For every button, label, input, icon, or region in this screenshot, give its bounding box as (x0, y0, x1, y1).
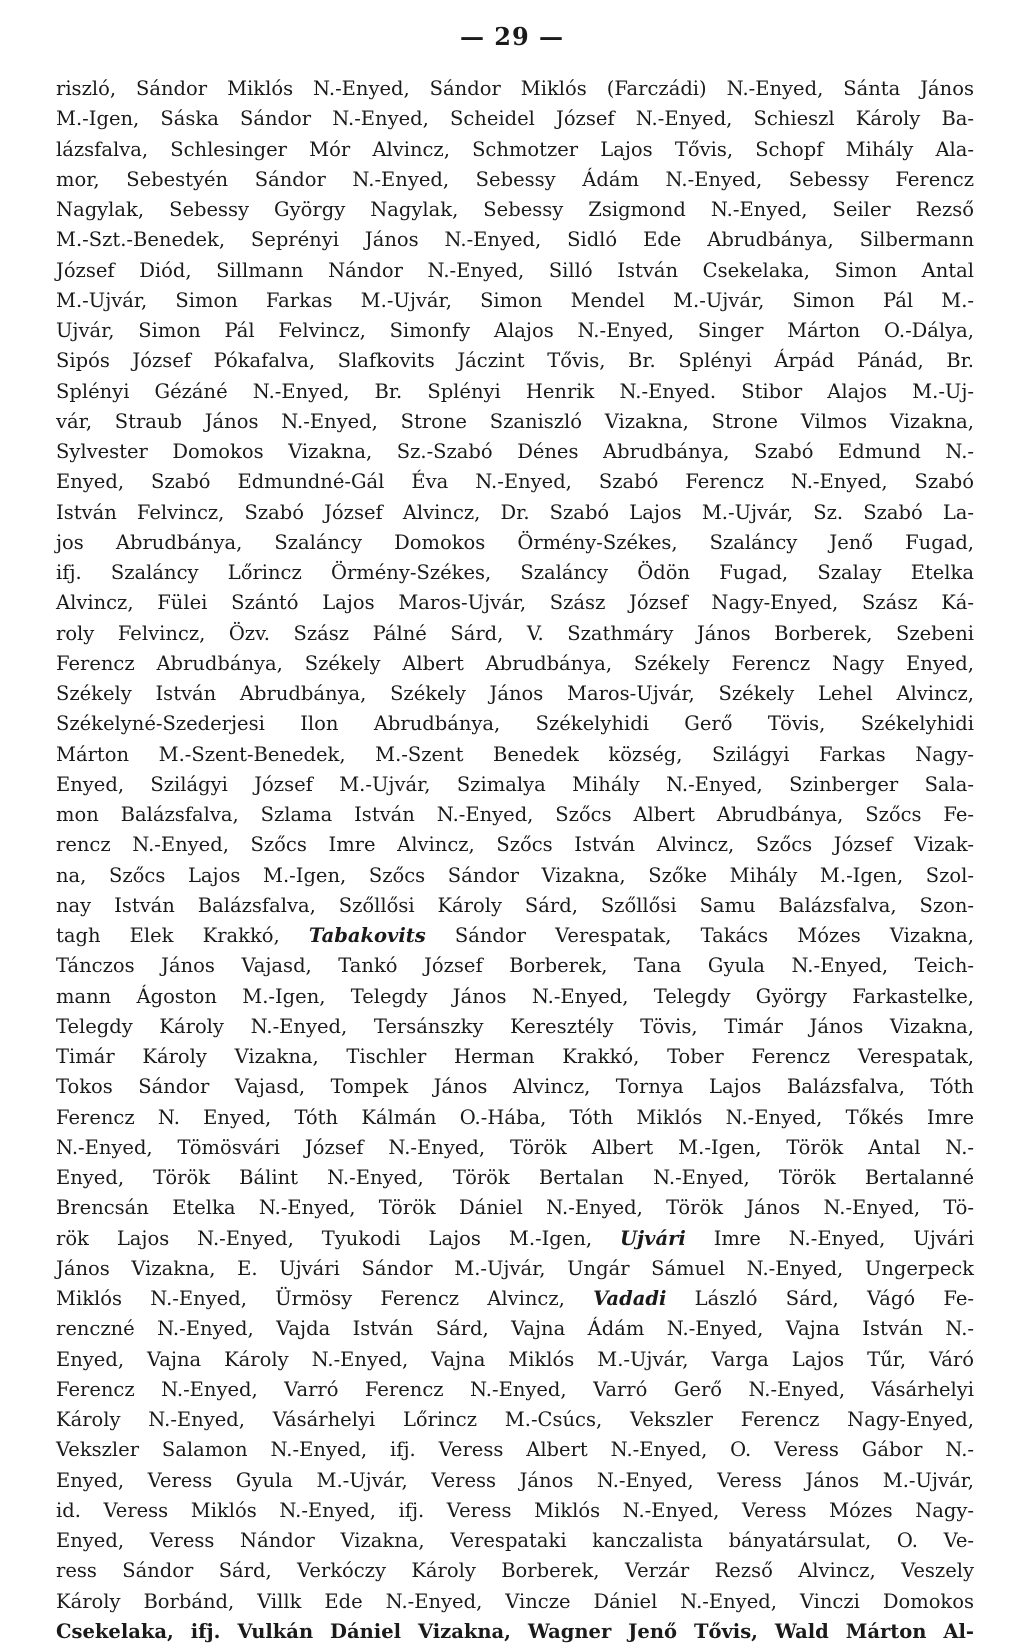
line-text: mon Balázsfalva, Szlama István N.-Enyed, Szőcs Albert Abrudbánya, Szőcs Fe- (56, 803, 974, 826)
line-text: Enyed, Vajna Károly N.-Enyed, Vajna Miklós M.-Ujvár, Varga Lajos Tűr, Váró (56, 1347, 974, 1371)
text-line (56, 588, 974, 618)
text-line (56, 1284, 974, 1314)
line-text: mann Ágoston M.-Igen, Telegdy János N.-Enyed, Telegdy György Farkastelke, (56, 984, 974, 1008)
text-line (56, 256, 974, 286)
line-text: Tánczos János Vajasd, Tankó József Borberek, Tana Gyula N.-Enyed, Teich- (56, 954, 974, 978)
line-text: Imre N.-Enyed, Ujvári (685, 1226, 974, 1250)
line-text: Ferencz N.-Enyed, Varró Ferencz N.-Enyed, Varró Gerő N.-Enyed, Vásárhelyi (56, 1377, 974, 1401)
text-line (56, 1314, 974, 1344)
emphasized-name: Tabakovits (308, 924, 426, 947)
text-line (56, 1072, 974, 1102)
line-text: rök Lajos N.-Enyed, Tyukodi Lajos M.-Igen, (56, 1226, 621, 1250)
text-line (56, 649, 974, 679)
text-line (56, 407, 974, 437)
directory-text (56, 74, 974, 1647)
text-line (56, 437, 974, 467)
line-text: Enyed, Szilágyi József M.-Ujvár, Szimalya Mihály N.-Enyed, Szinberger Sala- (56, 772, 974, 796)
page-number: — 29 — (459, 22, 565, 51)
line-text: Brencsán Etelka N.-Enyed, Török Dániel N.-Enyed, Török János N.-Enyed, Tö- (56, 1196, 974, 1220)
line-text: Sipós József Pókafalva, Slafkovits Jáczint Tővis, Br. Splényi Árpád Pánád, Br. (56, 349, 974, 373)
text-line (56, 225, 974, 255)
text-line (56, 558, 974, 588)
text-line (56, 1587, 974, 1617)
text-line (56, 74, 974, 104)
line-text: N.-Enyed, Tömösvári József N.-Enyed, Török Albert M.-Igen, Török Antal N.- (56, 1135, 974, 1159)
text-line (56, 316, 974, 346)
text-line (56, 1224, 974, 1254)
emphasized-name: Vadadi (593, 1287, 667, 1310)
line-text: Károly N.-Enyed, Vásárhelyi Lőrincz M.-Csúcs, Vekszler Ferencz Nagy-Enyed, (56, 1408, 974, 1431)
text-line (56, 1526, 974, 1556)
line-text: Splényi Gézáné N.-Enyed, Br. Splényi Henrik N.-Enyed. Stibor Alajos M.-Uj- (56, 379, 974, 403)
line-text: mor, Sebestyén Sándor N.-Enyed, Sebessy Ádám N.-Enyed, Sebessy Ferencz (56, 167, 974, 191)
text-line (56, 286, 974, 316)
line-text: id. Veress Miklós N.-Enyed, ifj. Veress Miklós N.-Enyed, Veress Mózes Nagy- (56, 1498, 974, 1522)
line-text: Telegdy Károly N.-Enyed, Tersánszky Keresztély Tövis, Timár János Vizakna, (56, 1014, 974, 1038)
line-text: M.-Szt.-Benedek, Seprényi János N.-Enyed, Sidló Ede Abrudbánya, Silbermann (56, 228, 974, 252)
line-text: Ujvár, Simon Pál Felvincz, Simonfy Alajos N.-Enyed, Singer Márton O.-Dálya, (56, 319, 974, 342)
line-text: renczné N.-Enyed, Vajda István Sárd, Vajna Ádám N.-Enyed, Vajna István N.- (56, 1317, 974, 1341)
text-line (56, 346, 974, 376)
text-line (56, 1345, 974, 1375)
line-text: Miklós N.-Enyed, Ürmösy Ferencz Alvincz, (56, 1287, 594, 1310)
text-line (56, 740, 974, 770)
line-text: Csekelaka, ifj. Vulkán Dániel Vizakna, Wagner Jenő Tővis, Wald Márton Al- (56, 1619, 974, 1643)
text-line (56, 1466, 974, 1496)
line-text: ress Sándor Sárd, Verkóczy Károly Borberek, Verzár Rezső Alvincz, Veszely (56, 1559, 974, 1583)
line-text: Sylvester Domokos Vizakna, Sz.-Szabó Dénes Abrudbánya, Szabó Edmund N.- (56, 440, 974, 463)
text-line (56, 195, 974, 225)
text-line (56, 165, 974, 195)
line-text: jos Abrudbánya, Szaláncy Domokos Örmény-Székes, Szaláncy Jenő Fugad, (56, 530, 974, 554)
line-text: Vekszler Salamon N.-Enyed, ifj. Veress Albert N.-Enyed, O. Veress Gábor N.- (56, 1438, 974, 1462)
line-text: Nagylak, Sebessy György Nagylak, Sebessy Zsigmond N.-Enyed, Seiler Rezső (56, 198, 974, 221)
text-line (56, 1375, 974, 1405)
line-text: na, Szőcs Lajos M.-Igen, Szőcs Sándor Vizakna, Szőke Mihály M.-Igen, Szol- (56, 863, 974, 887)
text-line (56, 861, 974, 891)
text-line (56, 1254, 974, 1284)
line-text: ifj. Szaláncy Lőrincz Örmény-Székes, Szaláncy Ödön Fugad, Szalay Etelka (56, 561, 974, 584)
text-line (56, 1496, 974, 1526)
line-text: Tokos Sándor Vajasd, Tompek János Alvincz, Tornya Lajos Balázsfalva, Tóth (56, 1075, 974, 1099)
text-line (56, 498, 974, 528)
line-text: Székelyné-Szederjesi Ilon Abrudbánya, Székelyhidi Gerő Tövis, Székelyhidi (56, 712, 974, 736)
text-line (56, 770, 974, 800)
line-text: Károly Borbánd, Villk Ede N.-Enyed, Vincze Dániel N.-Enyed, Vinczi Domokos (56, 1589, 974, 1613)
text-line (56, 104, 974, 134)
text-line (56, 1042, 974, 1072)
text-line (56, 1193, 974, 1223)
text-line (56, 1617, 974, 1647)
text-line (56, 135, 974, 165)
line-text: Sándor Verespatak, Takács Mózes Vizakna, (425, 924, 974, 947)
line-text: Enyed, Veress Gyula M.-Ujvár, Veress János N.-Enyed, Veress János M.-Ujvár, (56, 1468, 974, 1492)
text-line (56, 951, 974, 981)
text-line (56, 830, 974, 860)
line-text: István Felvincz, Szabó József Alvincz, Dr. Szabó Lajos M.-Ujvár, Sz. Szabó La- (56, 500, 974, 524)
text-line (56, 1163, 974, 1193)
text-line (56, 891, 974, 921)
text-line (56, 709, 974, 739)
line-text: Ferencz N. Enyed, Tóth Kálmán O.-Hába, Tóth Miklós N.-Enyed, Tőkés Imre (56, 1105, 974, 1129)
text-line (56, 619, 974, 649)
text-line (56, 528, 974, 558)
text-line (56, 982, 974, 1012)
line-text: tagh Elek Krakkó, (56, 924, 309, 947)
line-text: M.-Igen, Sáska Sándor N.-Enyed, Scheidel József N.-Enyed, Schieszl Károly Ba- (56, 107, 974, 131)
line-text: nay István Balázsfalva, Szőllősi Károly Sárd, Szőllősi Samu Balázsfalva, Szon- (56, 893, 974, 917)
text-line (56, 1556, 974, 1586)
text-line (56, 467, 974, 497)
line-text: roly Felvincz, Özv. Szász Pálné Sárd, V. Szathmáry János Borberek, Szebeni (56, 621, 974, 645)
text-line (56, 679, 974, 709)
line-text: Enyed, Szabó Edmundné-Gál Éva N.-Enyed, Szabó Ferencz N.-Enyed, Szabó (56, 470, 974, 494)
text-line (56, 800, 974, 830)
line-text: Timár Károly Vizakna, Tischler Herman Krakkó, Tober Ferencz Verespatak, (56, 1045, 974, 1068)
emphasized-name: Ujvári (620, 1226, 686, 1250)
text-line (56, 1133, 974, 1163)
text-line (56, 377, 974, 407)
line-text: János Vizakna, E. Ujvári Sándor M.-Ujvár, Ungár Sámuel N.-Enyed, Ungerpeck (56, 1256, 974, 1280)
text-line (56, 1103, 974, 1133)
line-text: lázsfalva, Schlesinger Mór Alvincz, Schmotzer Lajos Tővis, Schopf Mihály Ala- (56, 137, 974, 161)
text-line (56, 1012, 974, 1042)
line-text: Enyed, Veress Nándor Vizakna, Verespataki kanczalista bányatársulat, O. Ve- (56, 1529, 974, 1552)
text-line (56, 1435, 974, 1465)
line-text: M.-Ujvár, Simon Farkas M.-Ujvár, Simon Mendel M.-Ujvár, Simon Pál M.- (56, 288, 974, 312)
line-text: Enyed, Török Bálint N.-Enyed, Török Bertalan N.-Enyed, Török Bertalanné (56, 1166, 974, 1189)
line-text: rencz N.-Enyed, Szőcs Imre Alvincz, Szőcs István Alvincz, Szőcs József Vizak- (56, 833, 974, 857)
line-text: László Sárd, Vágó Fe- (666, 1287, 974, 1310)
text-line (56, 1405, 974, 1435)
line-text: Ferencz Abrudbánya, Székely Albert Abrudbánya, Székely Ferencz Nagy Enyed, (56, 651, 974, 675)
text-line (56, 921, 974, 951)
line-text: Márton M.-Szent-Benedek, M.-Szent Benedek község, Szilágyi Farkas Nagy- (56, 742, 974, 766)
line-text: vár, Straub János N.-Enyed, Strone Szaniszló Vizakna, Strone Vilmos Vizakna, (56, 409, 974, 433)
line-text: riszló, Sándor Miklós N.-Enyed, Sándor Miklós (Farczádi) N.-Enyed, Sánta János (56, 77, 974, 100)
line-text: Alvincz, Fülei Szántó Lajos Maros-Ujvár, Szász József Nagy-Enyed, Szász Ká- (56, 591, 974, 615)
line-text: József Diód, Sillmann Nándor N.-Enyed, Silló István Csekelaka, Simon Antal (56, 258, 974, 282)
line-text: Székely István Abrudbánya, Székely János Maros-Ujvár, Székely Lehel Alvincz, (56, 682, 974, 705)
